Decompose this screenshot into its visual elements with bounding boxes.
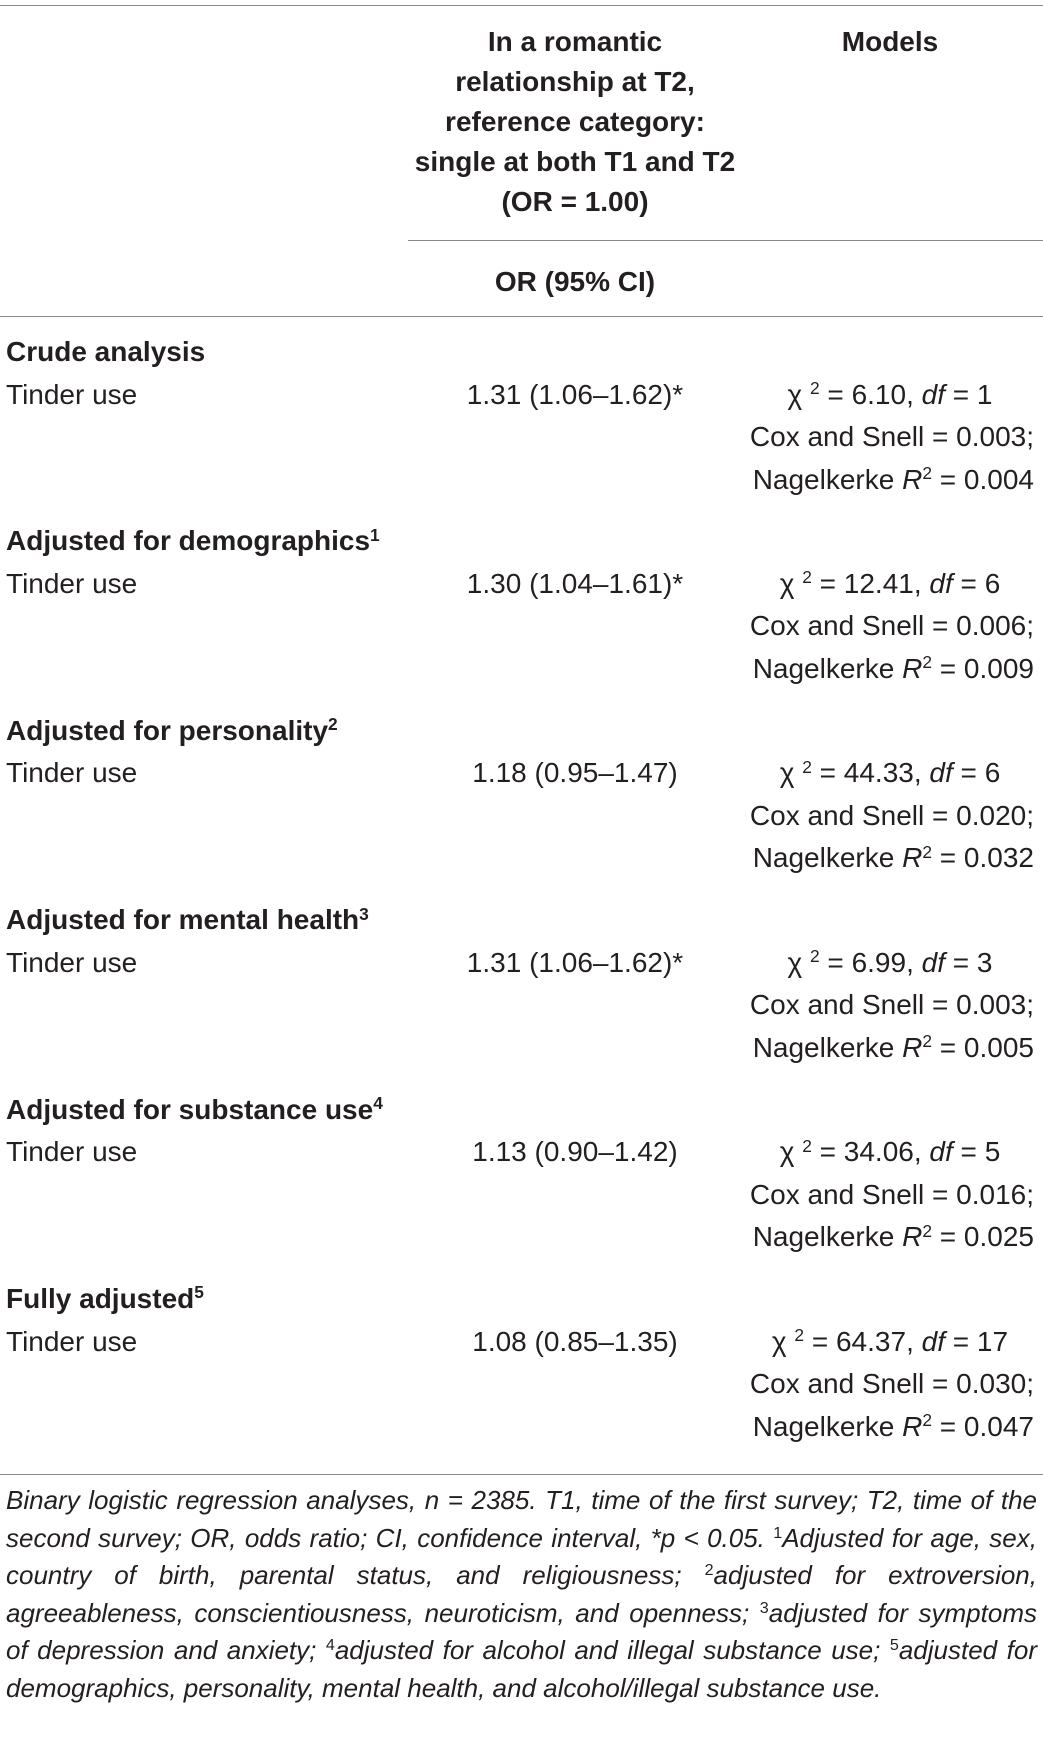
chi-value: 64.37 bbox=[835, 1325, 907, 1357]
odds-ratio-value: 1.08 (0.85–1.35) bbox=[472, 1325, 678, 1357]
section-title-text: Adjusted for substance use bbox=[6, 1093, 374, 1125]
nagelkerke-statistic: Nagelkerke $R^2 = 0.005$ bbox=[752, 1031, 1034, 1063]
nagelkerke-value: 0.047 bbox=[963, 1410, 1034, 1442]
odds-ratio-value: 1.30 (1.04–1.61)* bbox=[466, 567, 684, 599]
df-value: 17 bbox=[976, 1325, 1009, 1357]
section-title-footnote-mark: 4 bbox=[373, 1093, 383, 1114]
chi-exponent: 2 bbox=[802, 567, 812, 588]
header-sub-rule bbox=[408, 240, 1043, 241]
chi-exponent: 2 bbox=[809, 377, 820, 398]
header-outcome-line: relationship at T2, bbox=[455, 66, 695, 97]
chi-symbol: χ bbox=[787, 946, 803, 978]
df-value: 3 bbox=[976, 946, 993, 978]
table-top-rule bbox=[0, 5, 1043, 6]
r-squared-exponent: 2 bbox=[922, 462, 932, 483]
chi-square-statistic: χ $^2$ = 6.10, df = 1 bbox=[787, 377, 993, 410]
chi-square-statistic: χ $^2$ = 64.37, df = 17 bbox=[771, 1324, 1009, 1357]
table-bottom-rule bbox=[0, 1474, 1043, 1475]
chi-value: 44.33 bbox=[843, 757, 914, 789]
chi-exponent: 2 bbox=[809, 946, 820, 967]
df-label: df bbox=[929, 567, 953, 599]
section-title-footnote-mark: 5 bbox=[194, 1282, 204, 1303]
nagelkerke-statistic: Nagelkerke $R^2 = 0.047$ bbox=[752, 1409, 1034, 1442]
chi-value: 12.41 bbox=[843, 567, 914, 599]
nagelkerke-statistic: Nagelkerke $R^2 = 0.025$ bbox=[752, 1220, 1034, 1253]
odds-ratio-value: 1.13 (0.90–1.42) bbox=[472, 1136, 678, 1168]
nagelkerke-label: Nagelkerke bbox=[752, 463, 895, 495]
chi-symbol: χ bbox=[779, 567, 795, 599]
cox-snell-statistic: Cox and Snell = 0.030; bbox=[749, 1368, 1034, 1399]
odds-ratio-value: 1.31 (1.06–1.62)* bbox=[466, 946, 684, 978]
row-label: Tinder use bbox=[6, 1136, 138, 1168]
nagelkerke-value: 0.009 bbox=[963, 652, 1034, 684]
chi-square-statistic: χ $^2$ = 12.41, df = 6 bbox=[779, 567, 1001, 599]
section-title-footnote-mark: 2 bbox=[328, 714, 338, 735]
nagelkerke-statistic: Nagelkerke $R^2 = 0.009$ bbox=[752, 652, 1034, 684]
chi-symbol: χ bbox=[787, 378, 803, 410]
cox-snell-statistic: Cox and Snell = 0.016; bbox=[749, 1178, 1034, 1210]
df-label: df bbox=[929, 1136, 953, 1168]
df-value: 6 bbox=[984, 567, 1001, 599]
nagelkerke-value: 0.004 bbox=[963, 463, 1034, 495]
r-squared-exponent: 2 bbox=[922, 1220, 932, 1241]
header-outcome-column bbox=[408, 22, 742, 222]
row-label: Tinder use bbox=[6, 757, 138, 789]
nagelkerke-label: Nagelkerke bbox=[752, 1031, 895, 1063]
cox-snell-statistic: Cox and Snell = 0.003; bbox=[749, 421, 1034, 452]
footnote-text: adjusted for extroversion, agreeableness, conscientiousness, neuroticism, and openness; bbox=[6, 1560, 1037, 1628]
chi-symbol: χ bbox=[771, 1325, 787, 1357]
nagelkerke-value: 0.032 bbox=[963, 842, 1034, 874]
footnote-mark: 3 bbox=[759, 1598, 769, 1617]
header-bottom-rule bbox=[0, 316, 1043, 317]
row-label: Tinder use bbox=[6, 378, 138, 410]
cox-snell-statistic: Cox and Snell = 0.003; bbox=[749, 989, 1034, 1021]
nagelkerke-label: Nagelkerke bbox=[752, 842, 895, 874]
r-squared-letter: R bbox=[902, 842, 923, 874]
cox-snell-statistic: Cox and Snell = 0.020; bbox=[749, 799, 1034, 831]
chi-square-statistic: χ $^2$ = 34.06, df = 5 bbox=[779, 1135, 1001, 1168]
chi-exponent: 2 bbox=[802, 1135, 812, 1156]
section-title-text: Adjusted for mental health bbox=[6, 904, 360, 936]
section-title-text: Adjusted for personality bbox=[6, 714, 329, 746]
section-title-text: Adjusted for demographics bbox=[6, 525, 371, 557]
footnote-text: adjusted for alcohol and illegal substance use; bbox=[334, 1635, 881, 1665]
chi-symbol: χ bbox=[779, 1136, 795, 1168]
odds-ratio-value: 1.31 (1.06–1.62)* bbox=[466, 378, 684, 410]
footnote-mark: 4 bbox=[325, 1636, 335, 1655]
nagelkerke-statistic: Nagelkerke $R^2 = 0.004$ bbox=[752, 462, 1034, 495]
row-label: Tinder use bbox=[6, 1325, 138, 1357]
footnote-text: adjusted for symptoms of depression and anxiety; bbox=[6, 1597, 1037, 1665]
table-footnote bbox=[6, 1482, 1037, 1707]
section-title-footnote-mark: 3 bbox=[359, 903, 369, 924]
header-models-column: Models bbox=[841, 26, 939, 57]
section-title bbox=[6, 332, 205, 372]
chi-square-statistic: χ $^2$ = 44.33, df = 6 bbox=[779, 756, 1001, 789]
r-squared-exponent: 2 bbox=[922, 841, 932, 862]
chi-value: 34.06 bbox=[843, 1136, 914, 1168]
odds-ratio-value: 1.18 (0.95–1.47) bbox=[472, 757, 678, 789]
footnote-intro: Binary logistic regression analyses, n = 2385. T1, time of the first survey; T2, time of the second survey; OR, odds ratio; CI, confidence interval, *p < 0.05. bbox=[6, 1485, 1037, 1553]
header-outcome-line: single at both T1 and T2 bbox=[414, 146, 736, 177]
section-title bbox=[6, 711, 338, 751]
chi-symbol: χ bbox=[779, 757, 795, 789]
r-squared-exponent: 2 bbox=[922, 1409, 932, 1430]
r-squared-exponent: 2 bbox=[922, 1031, 932, 1052]
chi-value: 6.10 bbox=[851, 378, 907, 410]
nagelkerke-value: 0.005 bbox=[963, 1031, 1034, 1063]
header-outcome-line: (OR = 1.00) bbox=[501, 186, 649, 217]
header-outcome-line: In a romantic bbox=[487, 26, 663, 57]
df-value: 6 bbox=[984, 757, 1001, 789]
section-title bbox=[6, 900, 369, 940]
r-squared-letter: R bbox=[902, 652, 923, 684]
cox-snell-statistic: Cox and Snell = 0.006; bbox=[749, 610, 1034, 642]
r-squared-letter: R bbox=[902, 463, 923, 495]
section-title bbox=[6, 1090, 383, 1130]
df-label: df bbox=[921, 946, 945, 978]
section-title bbox=[6, 1279, 204, 1319]
df-label: df bbox=[929, 757, 953, 789]
footnote-text: Adjusted for age, sex, country of birth, parental status, and religiousness; bbox=[6, 1522, 1037, 1590]
header-or-ci: OR (95% CI) bbox=[494, 266, 656, 297]
nagelkerke-label: Nagelkerke bbox=[752, 1221, 895, 1253]
nagelkerke-label: Nagelkerke bbox=[752, 1410, 895, 1442]
nagelkerke-label: Nagelkerke bbox=[752, 652, 895, 684]
nagelkerke-statistic: Nagelkerke $R^2 = 0.032$ bbox=[752, 841, 1034, 874]
df-label: df bbox=[921, 378, 945, 410]
section-title bbox=[6, 521, 380, 561]
section-title-text: Fully adjusted bbox=[6, 1283, 195, 1314]
chi-value: 6.99 bbox=[851, 946, 907, 978]
footnote-mark: 1 bbox=[773, 1523, 783, 1542]
chi-square-statistic: χ $^2$ = 6.99, df = 3 bbox=[787, 946, 993, 978]
r-squared-letter: R bbox=[902, 1410, 923, 1442]
footnote-mark: 5 bbox=[889, 1636, 899, 1655]
section-title-footnote-mark: 1 bbox=[370, 524, 380, 545]
section-title-text: Crude analysis bbox=[6, 336, 206, 367]
footnote-mark: 2 bbox=[704, 1561, 714, 1580]
df-value: 1 bbox=[976, 378, 993, 410]
r-squared-letter: R bbox=[902, 1031, 923, 1063]
row-label: Tinder use bbox=[6, 567, 138, 599]
df-value: 5 bbox=[984, 1136, 1001, 1168]
r-squared-letter: R bbox=[902, 1221, 923, 1253]
r-squared-exponent: 2 bbox=[922, 652, 932, 673]
chi-exponent: 2 bbox=[802, 756, 812, 777]
header-outcome-line: reference category: bbox=[445, 106, 705, 137]
chi-exponent: 2 bbox=[794, 1324, 805, 1345]
row-label: Tinder use bbox=[6, 946, 138, 978]
footnote-text: adjusted for demographics, personality, mental health, and alcohol/illegal substance use. bbox=[6, 1635, 1037, 1703]
nagelkerke-value: 0.025 bbox=[963, 1221, 1034, 1253]
df-label: df bbox=[921, 1325, 945, 1357]
